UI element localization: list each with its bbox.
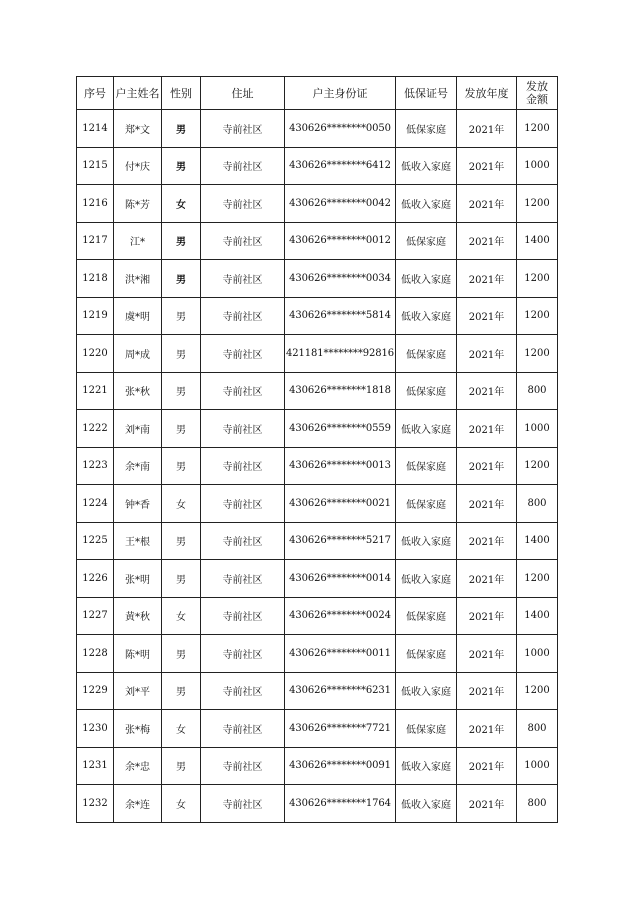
gender-cell: 男 bbox=[162, 372, 201, 410]
id-cell: 430626********5217 bbox=[285, 522, 396, 560]
gender-cell: 男 bbox=[162, 110, 201, 148]
id-cell: 421181********92816 bbox=[285, 335, 396, 373]
year-cell: 2021年 bbox=[457, 485, 517, 523]
cert-type-cell: 低收入家庭 bbox=[396, 260, 457, 298]
address-cell: 寺前社区 bbox=[201, 110, 285, 148]
gender-cell: 女 bbox=[162, 597, 201, 635]
header-amount bbox=[517, 77, 558, 110]
name-cell: 张*秋 bbox=[114, 372, 162, 410]
gender-cell: 男 bbox=[162, 672, 201, 710]
cert-type-cell: 低保家庭 bbox=[396, 635, 457, 673]
address-cell: 寺前社区 bbox=[201, 260, 285, 298]
cert-type-cell: 低收入家庭 bbox=[396, 522, 457, 560]
cert-type-cell: 低保家庭 bbox=[396, 335, 457, 373]
amount-cell: 1200 bbox=[517, 297, 558, 335]
name-cell: 钟*香 bbox=[114, 485, 162, 523]
name-cell: 郑*文 bbox=[114, 110, 162, 148]
id-cell: 430626********1764 bbox=[285, 785, 396, 823]
name-cell: 王*根 bbox=[114, 522, 162, 560]
gender-cell: 女 bbox=[162, 185, 201, 223]
address-cell: 寺前社区 bbox=[201, 710, 285, 748]
cert-type-cell: 低收入家庭 bbox=[396, 672, 457, 710]
year-cell: 2021年 bbox=[457, 110, 517, 148]
amount-cell: 1200 bbox=[517, 447, 558, 485]
gender-cell: 男 bbox=[162, 447, 201, 485]
gender-cell: 男 bbox=[162, 335, 201, 373]
name-cell: 付*庆 bbox=[114, 147, 162, 185]
id-cell: 430626********0014 bbox=[285, 560, 396, 598]
header-seq: 序号 bbox=[77, 77, 114, 110]
amount-cell: 1000 bbox=[517, 410, 558, 448]
id-cell: 430626********1818 bbox=[285, 372, 396, 410]
amount-cell: 800 bbox=[517, 485, 558, 523]
year-cell: 2021年 bbox=[457, 260, 517, 298]
table-row bbox=[77, 185, 558, 223]
table-row bbox=[77, 335, 558, 373]
id-cell: 430626********0050 bbox=[285, 110, 396, 148]
year-cell: 2021年 bbox=[457, 410, 517, 448]
seq-cell: 1223 bbox=[77, 447, 114, 485]
year-cell: 2021年 bbox=[457, 672, 517, 710]
address-cell: 寺前社区 bbox=[201, 410, 285, 448]
seq-cell: 1230 bbox=[77, 710, 114, 748]
seq-cell: 1214 bbox=[77, 110, 114, 148]
year-cell: 2021年 bbox=[457, 147, 517, 185]
seq-cell: 1232 bbox=[77, 785, 114, 823]
header-amount-line1: 发放 bbox=[526, 80, 548, 93]
allowance-table bbox=[76, 76, 558, 823]
gender-cell: 男 bbox=[162, 147, 201, 185]
amount-cell: 1000 bbox=[517, 635, 558, 673]
table-row bbox=[77, 485, 558, 523]
gender-cell: 男 bbox=[162, 260, 201, 298]
id-cell: 430626********0011 bbox=[285, 635, 396, 673]
gender-cell: 男 bbox=[162, 747, 201, 785]
header-amount-line2: 金额 bbox=[526, 93, 548, 106]
id-cell: 430626********0559 bbox=[285, 410, 396, 448]
name-cell: 洪*湘 bbox=[114, 260, 162, 298]
address-cell: 寺前社区 bbox=[201, 522, 285, 560]
gender-cell: 女 bbox=[162, 785, 201, 823]
year-cell: 2021年 bbox=[457, 372, 517, 410]
header-address: 住址 bbox=[201, 77, 285, 110]
header-gender: 性别 bbox=[162, 77, 201, 110]
table-row bbox=[77, 297, 558, 335]
cert-type-cell: 低保家庭 bbox=[396, 222, 457, 260]
year-cell: 2021年 bbox=[457, 560, 517, 598]
cert-type-cell: 低收入家庭 bbox=[396, 410, 457, 448]
amount-cell: 1400 bbox=[517, 597, 558, 635]
seq-cell: 1217 bbox=[77, 222, 114, 260]
table-row bbox=[77, 785, 558, 823]
cert-type-cell: 低收入家庭 bbox=[396, 747, 457, 785]
table-row bbox=[77, 560, 558, 598]
year-cell: 2021年 bbox=[457, 747, 517, 785]
address-cell: 寺前社区 bbox=[201, 297, 285, 335]
seq-cell: 1231 bbox=[77, 747, 114, 785]
name-cell: 余*连 bbox=[114, 785, 162, 823]
table-body bbox=[77, 110, 558, 823]
id-cell: 430626********0024 bbox=[285, 597, 396, 635]
name-cell: 陈*明 bbox=[114, 635, 162, 673]
name-cell: 陈*芳 bbox=[114, 185, 162, 223]
name-cell: 余*忠 bbox=[114, 747, 162, 785]
address-cell: 寺前社区 bbox=[201, 335, 285, 373]
amount-cell: 800 bbox=[517, 710, 558, 748]
name-cell: 刘*平 bbox=[114, 672, 162, 710]
year-cell: 2021年 bbox=[457, 635, 517, 673]
seq-cell: 1224 bbox=[77, 485, 114, 523]
amount-cell: 1000 bbox=[517, 747, 558, 785]
amount-cell: 1200 bbox=[517, 672, 558, 710]
address-cell: 寺前社区 bbox=[201, 222, 285, 260]
seq-cell: 1227 bbox=[77, 597, 114, 635]
seq-cell: 1219 bbox=[77, 297, 114, 335]
table-row bbox=[77, 635, 558, 673]
name-cell: 刘*南 bbox=[114, 410, 162, 448]
name-cell: 虞*明 bbox=[114, 297, 162, 335]
name-cell: 余*南 bbox=[114, 447, 162, 485]
gender-cell: 男 bbox=[162, 410, 201, 448]
amount-cell: 1400 bbox=[517, 522, 558, 560]
amount-cell: 1400 bbox=[517, 222, 558, 260]
header-cert: 低保证号 bbox=[396, 77, 457, 110]
table-row bbox=[77, 222, 558, 260]
gender-cell: 男 bbox=[162, 522, 201, 560]
year-cell: 2021年 bbox=[457, 335, 517, 373]
year-cell: 2021年 bbox=[457, 447, 517, 485]
cert-type-cell: 低保家庭 bbox=[396, 710, 457, 748]
gender-cell: 女 bbox=[162, 710, 201, 748]
year-cell: 2021年 bbox=[457, 597, 517, 635]
seq-cell: 1228 bbox=[77, 635, 114, 673]
year-cell: 2021年 bbox=[457, 710, 517, 748]
year-cell: 2021年 bbox=[457, 785, 517, 823]
cert-type-cell: 低保家庭 bbox=[396, 485, 457, 523]
id-cell: 430626********0034 bbox=[285, 260, 396, 298]
id-cell: 430626********0091 bbox=[285, 747, 396, 785]
gender-cell: 男 bbox=[162, 222, 201, 260]
name-cell: 周*成 bbox=[114, 335, 162, 373]
name-cell: 黄*秋 bbox=[114, 597, 162, 635]
header-name: 户主姓名 bbox=[114, 77, 162, 110]
year-cell: 2021年 bbox=[457, 185, 517, 223]
id-cell: 430626********7721 bbox=[285, 710, 396, 748]
year-cell: 2021年 bbox=[457, 522, 517, 560]
cert-type-cell: 低保家庭 bbox=[396, 110, 457, 148]
table-row bbox=[77, 597, 558, 635]
id-cell: 430626********6412 bbox=[285, 147, 396, 185]
amount-cell: 1200 bbox=[517, 185, 558, 223]
header-id: 户主身份证 bbox=[285, 77, 396, 110]
amount-cell: 800 bbox=[517, 785, 558, 823]
id-cell: 430626********0021 bbox=[285, 485, 396, 523]
cert-type-cell: 低收入家庭 bbox=[396, 297, 457, 335]
table-row bbox=[77, 260, 558, 298]
gender-cell: 男 bbox=[162, 635, 201, 673]
table-row bbox=[77, 410, 558, 448]
seq-cell: 1220 bbox=[77, 335, 114, 373]
amount-cell: 1200 bbox=[517, 335, 558, 373]
address-cell: 寺前社区 bbox=[201, 747, 285, 785]
seq-cell: 1218 bbox=[77, 260, 114, 298]
seq-cell: 1222 bbox=[77, 410, 114, 448]
table-row bbox=[77, 110, 558, 148]
year-cell: 2021年 bbox=[457, 222, 517, 260]
seq-cell: 1225 bbox=[77, 522, 114, 560]
seq-cell: 1216 bbox=[77, 185, 114, 223]
address-cell: 寺前社区 bbox=[201, 485, 285, 523]
address-cell: 寺前社区 bbox=[201, 372, 285, 410]
cert-type-cell: 低保家庭 bbox=[396, 597, 457, 635]
amount-cell: 1000 bbox=[517, 147, 558, 185]
table-row bbox=[77, 710, 558, 748]
table-row bbox=[77, 672, 558, 710]
cert-type-cell: 低收入家庭 bbox=[396, 785, 457, 823]
address-cell: 寺前社区 bbox=[201, 147, 285, 185]
amount-cell: 800 bbox=[517, 372, 558, 410]
address-cell: 寺前社区 bbox=[201, 597, 285, 635]
table-row bbox=[77, 372, 558, 410]
id-cell: 430626********0042 bbox=[285, 185, 396, 223]
table-row bbox=[77, 522, 558, 560]
seq-cell: 1221 bbox=[77, 372, 114, 410]
seq-cell: 1229 bbox=[77, 672, 114, 710]
name-cell: 江* bbox=[114, 222, 162, 260]
seq-cell: 1215 bbox=[77, 147, 114, 185]
table-row bbox=[77, 747, 558, 785]
address-cell: 寺前社区 bbox=[201, 635, 285, 673]
address-cell: 寺前社区 bbox=[201, 560, 285, 598]
amount-cell: 1200 bbox=[517, 560, 558, 598]
cert-type-cell: 低收入家庭 bbox=[396, 147, 457, 185]
table-header-row bbox=[77, 77, 558, 110]
year-cell: 2021年 bbox=[457, 297, 517, 335]
gender-cell: 男 bbox=[162, 560, 201, 598]
seq-cell: 1226 bbox=[77, 560, 114, 598]
amount-cell: 1200 bbox=[517, 260, 558, 298]
id-cell: 430626********6231 bbox=[285, 672, 396, 710]
name-cell: 张*梅 bbox=[114, 710, 162, 748]
id-cell: 430626********0013 bbox=[285, 447, 396, 485]
name-cell: 张*明 bbox=[114, 560, 162, 598]
address-cell: 寺前社区 bbox=[201, 785, 285, 823]
cert-type-cell: 低保家庭 bbox=[396, 372, 457, 410]
table-row bbox=[77, 147, 558, 185]
cert-type-cell: 低收入家庭 bbox=[396, 560, 457, 598]
address-cell: 寺前社区 bbox=[201, 447, 285, 485]
cert-type-cell: 低收入家庭 bbox=[396, 185, 457, 223]
gender-cell: 女 bbox=[162, 485, 201, 523]
amount-cell: 1200 bbox=[517, 110, 558, 148]
address-cell: 寺前社区 bbox=[201, 185, 285, 223]
header-year: 发放年度 bbox=[457, 77, 517, 110]
address-cell: 寺前社区 bbox=[201, 672, 285, 710]
table-row bbox=[77, 447, 558, 485]
gender-cell: 男 bbox=[162, 297, 201, 335]
id-cell: 430626********5814 bbox=[285, 297, 396, 335]
id-cell: 430626********0012 bbox=[285, 222, 396, 260]
cert-type-cell: 低保家庭 bbox=[396, 447, 457, 485]
